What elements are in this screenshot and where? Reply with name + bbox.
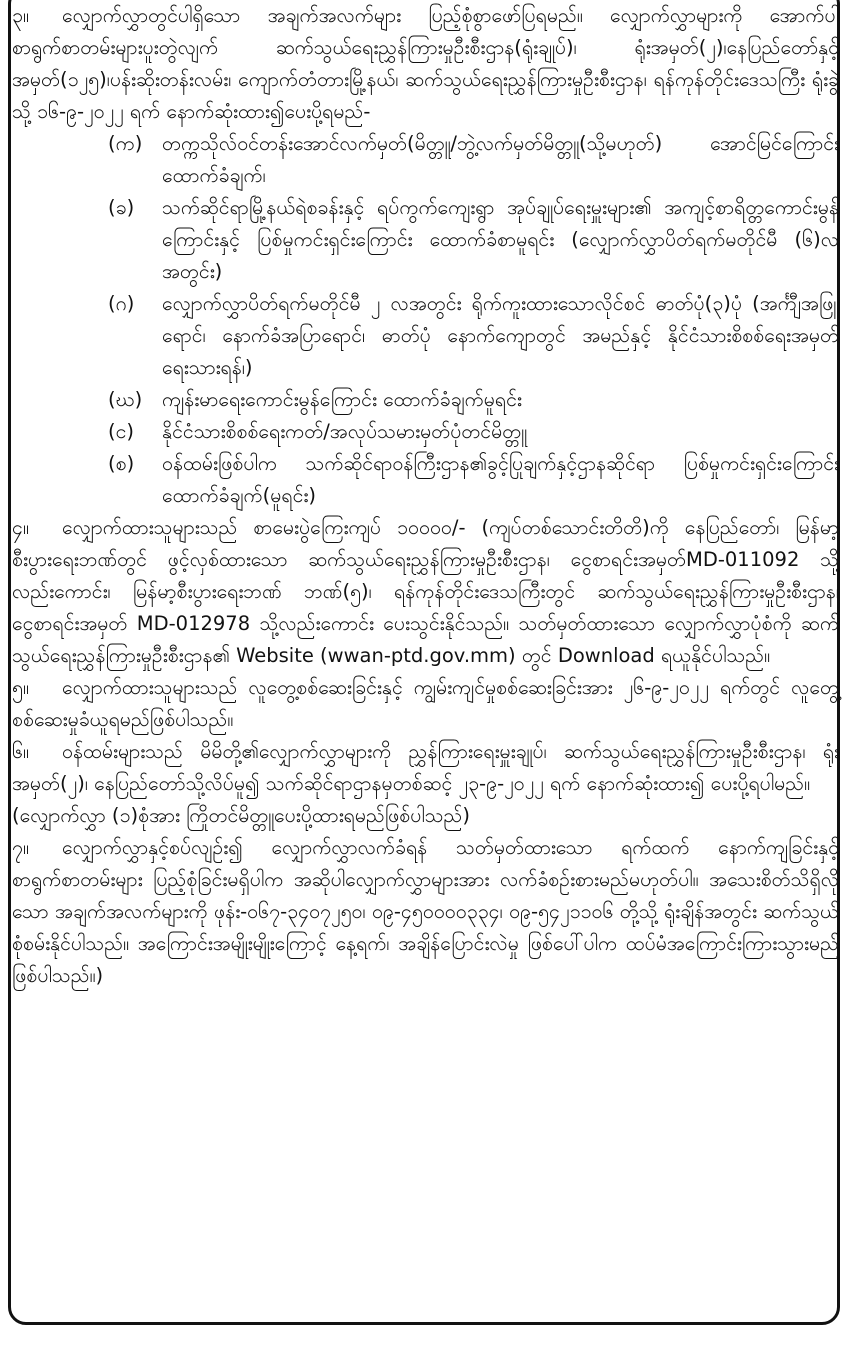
list-item-label: (က): [108, 132, 143, 155]
paragraph-6-number: ၆။: [12, 740, 29, 763]
list-item-ka: [12, 128, 839, 192]
list-item-label: (ဃ): [108, 388, 143, 411]
paragraph-7-text: လျှောက်လွှာနှင့်စပ်လျဉ်း၍ လျှောက်လွှာလက်ခံရန် သတ်မှတ်ထားသော ရက်ထက် နောက်ကျခြင်းနှင့်စာရွက်စာတမ်းများ ပြည့်စုံခြင်းမရှိပါက အဆိုပါလျှောက်လွှာများအား လက်ခံစဉ်းစားမည်မဟုတ်ပါ။ အသေးစိတ်သိရှိလိုသော အချက်အလက်များကို ဖုန်း-၀၆၇-၃၄၀၇၂၅၀၊ ၀၉-၄၅၀၀၀၀၃၃၄၊ ၀၉-၅၄၂၁၁၀၆ တို့သို့ ရုံးချိန်အတွင်း ဆက်သွယ်စုံစမ်းနိုင်ပါသည်။ အကြောင်းအမျိုးမျိုးကြောင့် နေ့ရက်၊ အချိန်ပြောင်းလဲမှု ဖြစ်ပေါ်ပါက ထပ်မံအကြောင်းကြားသွားမည်ဖြစ်ပါသည်။): [12, 836, 839, 987]
list-item-nga: [12, 416, 839, 448]
list-item-text: တက္ကသိုလ်ဝင်တန်းအောင်လက်မှတ်(မိတ္တူ/ဘွဲ့လက်မှတ်မိတ္တူ(သို့မဟုတ်) အောင်မြင်ကြောင်းထောက်ခံချက်၊: [162, 132, 839, 187]
list-item-text: သက်ဆိုင်ရာမြို့နယ်ရဲစခန်းနှင့် ရပ်ကွက်ကျေးရွာ အုပ်ချုပ်ရေးမှူးများ၏ အကျင့်စာရိတ္တကောင်းမွန်ကြောင်းနှင့် ပြစ်မှုကင်းရှင်းကြောင်း ထောက်ခံစာမူရင်း (လျှောက်လွှာပိတ်ရက်မတိုင်မီ (၆)လအတွင်း): [162, 196, 839, 283]
list-item-label: (င): [108, 420, 135, 443]
list-item-text: လျှောက်လွှာပိတ်ရက်မတိုင်မီ ၂ လအတွင်း ရိုက်ကူးထားသောလိုင်စင် ဓာတ်ပုံ(၃)ပုံ (အင်္ကျီအဖြူရောင်၊ နောက်ခံအပြာရောင်၊ ဓာတ်ပုံ နောက်ကျောတွင် အမည်နှင့် နိုင်ငံသားစိစစ်ရေးအမှတ်ရေးသားရန်၊): [162, 292, 839, 379]
paragraph-5-text: လျှောက်ထားသူများသည် လူတွေ့စစ်ဆေးခြင်းနှင့် ကျွမ်းကျင်မှုစစ်ဆေးခြင်းအား ၂၆-၉-၂၀၂၂ ရက်တွင် လူတွေ့စစ်ဆေးမှုခံယူရမည်ဖြစ်ပါသည်။: [12, 676, 839, 731]
paragraph-5-number: ၅။: [12, 676, 29, 699]
paragraph-note: (လျှောက်လွှာ (၁)စုံအား ကြိုတင်မိတ္တူပေးပို့ထားရမည်ဖြစ်ပါသည်): [12, 804, 471, 827]
paragraph-3-number: ၃။: [12, 4, 29, 27]
list-item-ga: [12, 288, 839, 384]
paragraph-6: [12, 736, 839, 800]
paragraph-3-text: လျှောက်လွှာတွင်ပါရှိသော အချက်အလက်များ ပြည့်စုံစွာဖော်ပြရမည်။ လျှောက်လွှာများကို အောက်ပါစာရွက်စာတမ်းများပူးတွဲလျက် ဆက်သွယ်ရေးညွှန်ကြားမှုဦးစီးဌာန(ရုံးချုပ်)၊ ရုံးအမှတ်(၂)၊နေပြည်တော်နှင့် အမှတ်(၁၂၅)၊ပန်းဆိုးတန်းလမ်း၊ ကျောက်တံတားမြို့နယ်၊ ဆက်သွယ်ရေးညွှန်ကြားမှုဦးစီးဌာန၊ ရန်ကုန်တိုင်းဒေသကြီး ရုံးခွဲသို့ ၁၆-၉-၂၀၂၂ ရက် နောက်ဆုံးထား၍ပေးပို့ရမည်-: [12, 4, 839, 123]
paragraph-3: [12, 0, 839, 128]
notice-body: [12, 0, 839, 992]
list-item-label: (စ): [108, 452, 135, 475]
list-item-text: ဝန်ထမ်းဖြစ်ပါက သက်ဆိုင်ရာဝန်ကြီးဌာန၏ခွင့်ပြုချက်နှင့်ဌာနဆိုင်ရာ ပြစ်မှုကင်းရှင်းကြောင်း ထောက်ခံချက်(မူရင်း): [162, 452, 839, 507]
paragraph-4-number: ၄။: [12, 516, 29, 539]
list-item-sa: [12, 448, 839, 512]
paragraph-7-number: ၇။: [12, 836, 29, 859]
paragraph-6-text: ဝန်ထမ်းများသည် မိမိတို့၏လျှောက်လွှာများကို ညွှန်ကြားရေးမှူးချုပ်၊ ဆက်သွယ်ရေးညွှန်ကြားမှုဦးစီးဌာန၊ ရုံးအမှတ်(၂)၊ နေပြည်တော်သို့လိပ်မူ၍ သက်ဆိုင်ရာဌာနမှတစ်ဆင့် ၂၃-၉-၂၀၂၂ ရက် နောက်ဆုံးထား၍ ပေးပို့ရပါမည်။: [12, 740, 839, 795]
list-item-text: ကျန်းမာရေးကောင်းမွန်ကြောင်း ထောက်ခံချက်မူရင်း: [162, 388, 522, 411]
list-item-gha: [12, 384, 839, 416]
list-item-label: (ဂ): [108, 292, 135, 315]
paragraph-7: [12, 832, 839, 992]
paragraph-4-text: လျှောက်ထားသူများသည် စာမေးပွဲကြေးကျပ် ၁၀၀၀၀/- (ကျပ်တစ်သောင်းတိတိ)ကို နေပြည်တော်၊ မြန်မာ့စီးပွားရေးဘဏ်တွင် ဖွင့်လှစ်ထားသော ဆက်သွယ်ရေးညွှန်ကြားမှုဦးစီးဌာန၊ ငွေစာရင်းအမှတ်MD-011092 သို့လည်းကောင်း၊ မြန်မာ့စီးပွားရေးဘဏ် ဘဏ်(၅)၊ ရန်ကုန်တိုင်းဒေသကြီးတွင် ဆက်သွယ်ရေးညွှန်ကြားမှုဦးစီးဌာန၊ ငွေစာရင်းအမှတ် MD-012978 သို့လည်းကောင်း ပေးသွင်းနိုင်သည်။ သတ်မှတ်ထားသော လျှောက်လွှာပုံစံကို ဆက်သွယ်ရေးညွှန်ကြားမှုဦးစီးဌာန၏ Website (wwan-ptd.gov.mm) တွင် Download ရယူနိုင်ပါသည်။: [12, 516, 839, 667]
list-item-label: (ခ): [108, 196, 135, 219]
paragraph-4: [12, 512, 839, 672]
list-item-text: နိုင်ငံသားစိစစ်ရေးကတ်/အလုပ်သမားမှတ်ပုံတင်မိတ္တူ: [162, 420, 527, 443]
list-item-kha: [12, 192, 839, 288]
paragraph-5: [12, 672, 839, 736]
